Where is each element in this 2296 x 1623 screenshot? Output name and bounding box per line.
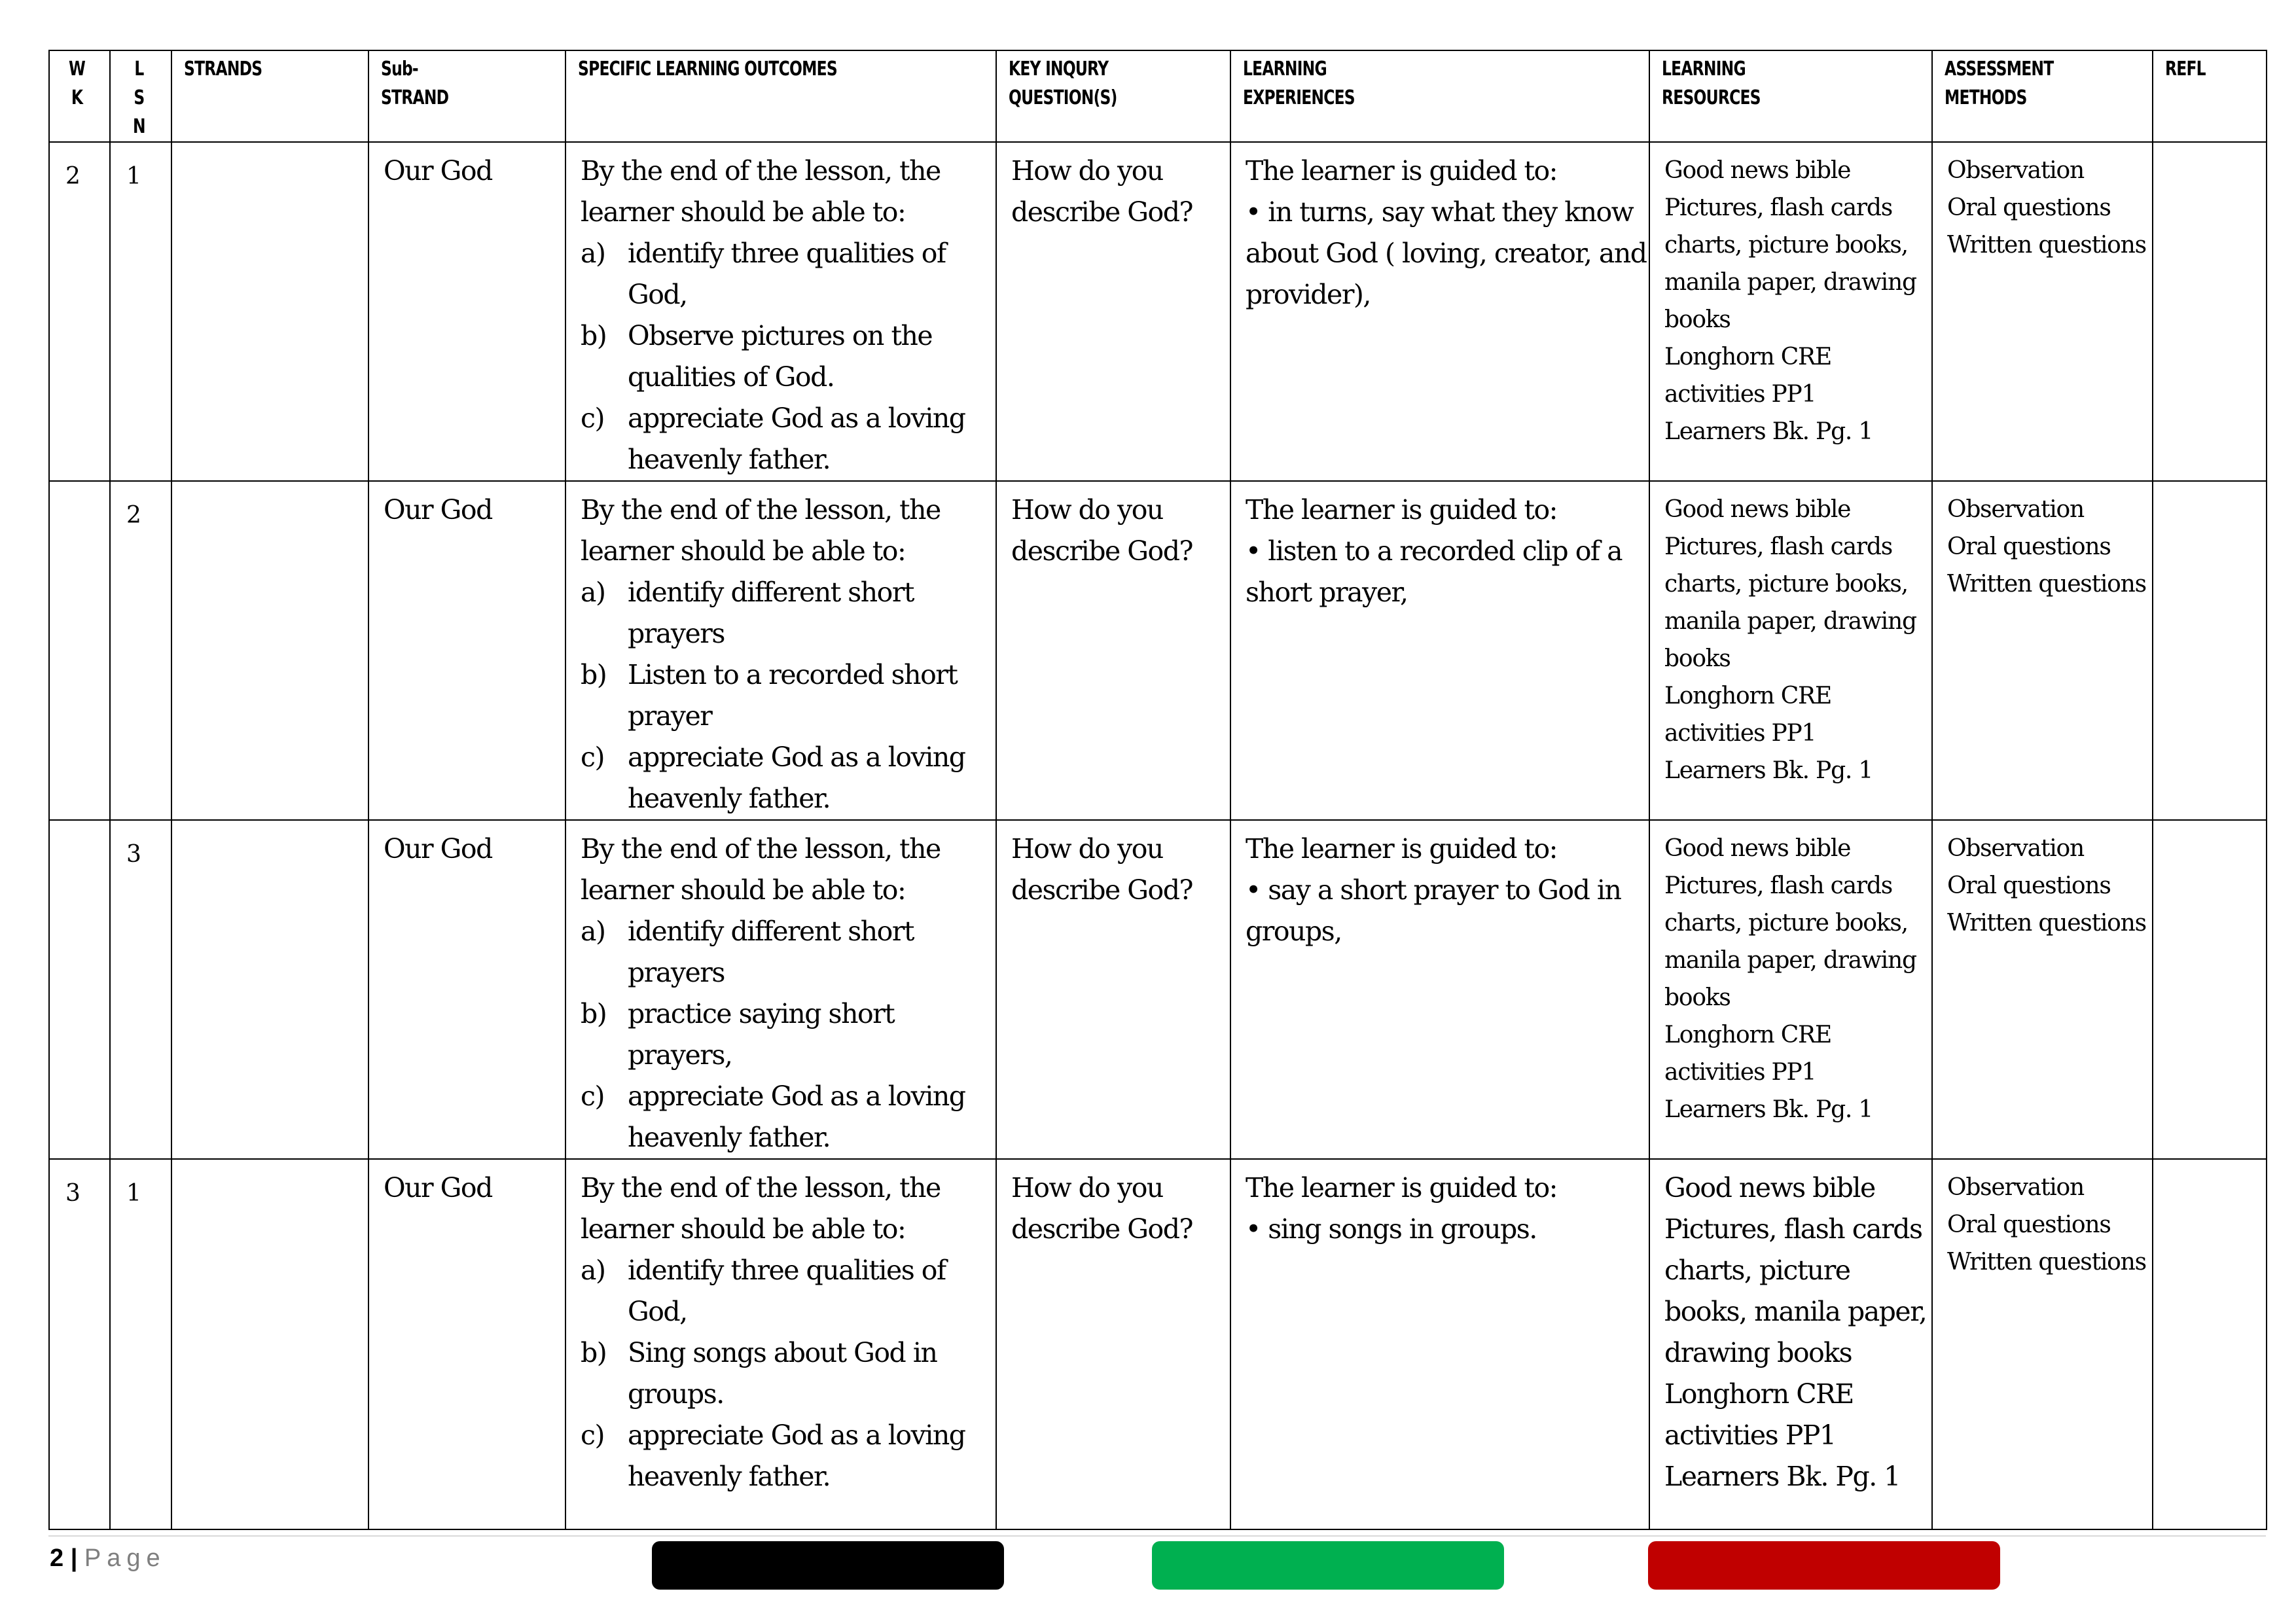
list-item: a) identify three qualities of God, — [581, 1255, 946, 1327]
cell-learning-experiences — [1230, 481, 1649, 820]
cell-reflection[interactable] — [2153, 481, 2267, 820]
cell-assessment-methods — [1932, 142, 2153, 481]
cell-reflection[interactable] — [2153, 142, 2267, 481]
resource-item: Longhorn CRE activities PP1 — [1664, 344, 1832, 408]
resource-item: Learners Bk. Pg. 1 — [1664, 757, 1873, 784]
cell-key-inquiry: How do you describe God? — [996, 142, 1230, 481]
assessment-item: Observation — [1947, 1174, 2084, 1201]
list-item: a) identify different short prayers — [581, 577, 914, 649]
outcomes-list — [581, 911, 996, 1158]
cell-learning-outcomes — [565, 481, 996, 820]
cell-key-inquiry: How do you describe God? — [996, 1159, 1230, 1529]
assessment-item: Oral questions — [1947, 1211, 2111, 1238]
outcomes-intro: By the end of the lesson, the learner should be able to: — [581, 1172, 941, 1245]
cell-lesson: 1 — [110, 1159, 171, 1529]
resource-item: Learners Bk. Pg. 1 — [1664, 1461, 1900, 1492]
header-lsn: L S N — [110, 50, 171, 142]
cell-strand — [171, 142, 368, 481]
resource-item: Good news bible — [1664, 157, 1851, 184]
assessment-item: Oral questions — [1947, 533, 2111, 560]
header-key-inquiry: KEY INQURY QUESTION(S) — [996, 50, 1230, 142]
resource-item: Longhorn CRE activities PP1 — [1664, 1022, 1832, 1086]
header-reflection: REFL — [2153, 50, 2267, 142]
cell-assessment-methods — [1932, 481, 2153, 820]
cell-learning-outcomes — [565, 142, 996, 481]
resource-item: Good news bible — [1664, 835, 1851, 862]
cell-strand — [171, 820, 368, 1159]
list-item: c) appreciate God as a loving heavenly father. — [581, 1080, 965, 1153]
header-row — [49, 50, 2267, 142]
resource-item: Good news bible — [1664, 1172, 1875, 1204]
experience-item: • listen to a recorded clip of a short prayer, — [1246, 535, 1623, 608]
header-learning-resources: LEARNING RESOURCES — [1649, 50, 1932, 142]
footer-bar-red — [1648, 1541, 2000, 1590]
cell-week — [49, 481, 110, 820]
cell-learning-resources — [1649, 481, 1932, 820]
resource-item: Learners Bk. Pg. 1 — [1664, 1096, 1873, 1123]
resource-item: Pictures, flash cards charts, picture books, manila paper, drawing books — [1664, 533, 1916, 672]
cell-learning-resources — [1649, 142, 1932, 481]
cell-assessment-methods — [1932, 1159, 2153, 1529]
list-item: b) Sing songs about God in groups. — [581, 1337, 937, 1410]
outcomes-intro: By the end of the lesson, the learner should be able to: — [581, 494, 941, 567]
cell-sub-strand: Our God — [368, 481, 565, 820]
header-wk: W K — [49, 50, 110, 142]
cell-strand — [171, 481, 368, 820]
resource-item: Pictures, flash cards charts, picture books, manila paper, drawing books — [1664, 194, 1916, 333]
assessment-item: Written questions — [1947, 910, 2146, 936]
experiences-intro: The learner is guided to: — [1246, 155, 1557, 187]
cell-week: 2 — [49, 142, 110, 481]
cell-lesson: 2 — [110, 481, 171, 820]
list-item: b) Observe pictures on the qualities of God. — [581, 320, 933, 393]
cell-learning-experiences — [1230, 1159, 1649, 1529]
header-assessment-methods: ASSESSMENT METHODS — [1932, 50, 2153, 142]
assessment-item: Observation — [1947, 835, 2084, 862]
experiences-intro: The learner is guided to: — [1246, 833, 1557, 865]
assessment-item: Written questions — [1947, 571, 2146, 597]
list-item: a) identify different short prayers — [581, 916, 914, 988]
list-item: b) Listen to a recorded short prayer — [581, 659, 958, 732]
assessment-item: Observation — [1947, 496, 2084, 523]
table-row — [49, 820, 2267, 1159]
experience-item: • sing songs in groups. — [1246, 1213, 1537, 1245]
resource-item: Pictures, flash cards charts, picture books, manila paper, drawing books — [1664, 872, 1916, 1011]
footer-divider — [48, 1535, 2266, 1537]
header-strands: STRANDS — [171, 50, 368, 142]
cell-reflection[interactable] — [2153, 1159, 2267, 1529]
experience-item: • say a short prayer to God in groups, — [1246, 874, 1621, 947]
assessment-item: Written questions — [1947, 232, 2146, 259]
table-row — [49, 142, 2267, 481]
list-item: c) appreciate God as a loving heavenly father. — [581, 741, 965, 814]
assessment-item: Oral questions — [1947, 194, 2111, 221]
experiences-intro: The learner is guided to: — [1246, 1172, 1557, 1204]
outcomes-intro: By the end of the lesson, the learner should be able to: — [581, 833, 941, 906]
header-sub-strand: Sub- STRAND — [368, 50, 565, 142]
cell-sub-strand: Our God — [368, 1159, 565, 1529]
list-item: a) identify three qualities of God, — [581, 238, 946, 310]
resource-item: Pictures, flash cards charts, picture books, manila paper, drawing books — [1664, 1213, 1927, 1368]
page-number: 2 | Page — [50, 1544, 166, 1572]
footer-bar-green — [1152, 1541, 1504, 1590]
assessment-item: Oral questions — [1947, 872, 2111, 899]
resource-item: Longhorn CRE activities PP1 — [1664, 683, 1832, 747]
outcomes-intro: By the end of the lesson, the learner should be able to: — [581, 155, 941, 228]
cell-week — [49, 820, 110, 1159]
resource-item: Good news bible — [1664, 496, 1851, 523]
cell-learning-resources — [1649, 1159, 1932, 1529]
cell-learning-outcomes — [565, 820, 996, 1159]
cell-key-inquiry: How do you describe God? — [996, 481, 1230, 820]
cell-week: 3 — [49, 1159, 110, 1529]
cell-lesson: 3 — [110, 820, 171, 1159]
outcomes-list — [581, 572, 996, 819]
cell-strand — [171, 1159, 368, 1529]
cell-learning-outcomes — [565, 1159, 996, 1529]
cell-reflection[interactable] — [2153, 820, 2267, 1159]
outcomes-list — [581, 1250, 996, 1497]
cell-learning-resources — [1649, 820, 1932, 1159]
table-row — [49, 1159, 2267, 1529]
cell-learning-experiences — [1230, 820, 1649, 1159]
list-item: c) appreciate God as a loving heavenly father. — [581, 1419, 965, 1492]
assessment-item: Written questions — [1947, 1249, 2146, 1275]
list-item: b) practice saying short prayers, — [581, 998, 895, 1071]
cell-assessment-methods — [1932, 820, 2153, 1159]
experiences-intro: The learner is guided to: — [1246, 494, 1557, 526]
header-learning-experiences: LEARNING EXPERIENCES — [1230, 50, 1649, 142]
scheme-of-work-table — [48, 50, 2267, 1530]
outcomes-list — [581, 233, 996, 480]
footer-bar-black — [652, 1541, 1004, 1590]
cell-learning-experiences — [1230, 142, 1649, 481]
table-row — [49, 481, 2267, 820]
header-slo: SPECIFIC LEARNING OUTCOMES — [565, 50, 996, 142]
cell-sub-strand: Our God — [368, 820, 565, 1159]
cell-sub-strand: Our God — [368, 142, 565, 481]
resource-item: Learners Bk. Pg. 1 — [1664, 418, 1873, 445]
cell-key-inquiry: How do you describe God? — [996, 820, 1230, 1159]
list-item: c) appreciate God as a loving heavenly father. — [581, 402, 965, 475]
assessment-item: Observation — [1947, 157, 2084, 184]
resource-item: Longhorn CRE activities PP1 — [1664, 1378, 1854, 1451]
cell-lesson: 1 — [110, 142, 171, 481]
experience-item: • in turns, say what they know about God ( loving, creator, and provider), — [1246, 196, 1647, 310]
